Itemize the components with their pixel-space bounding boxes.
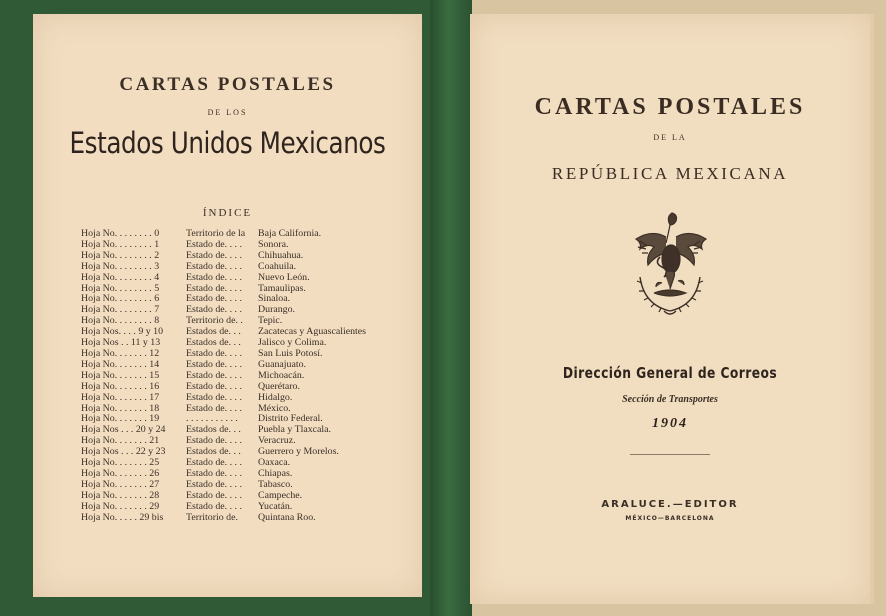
index-entity-type: Estado de. . . . bbox=[186, 369, 242, 381]
index-entity-name: Nuevo León. bbox=[258, 271, 310, 283]
index-row bbox=[81, 273, 411, 284]
section-text: Sección de Transportes bbox=[622, 394, 718, 405]
right-page-main-title: REPÚBLICA MEXICANA bbox=[551, 164, 789, 183]
index-entity-type: Estado de. . . . bbox=[186, 457, 242, 469]
index-entity-name: Yucatán. bbox=[258, 500, 293, 512]
index-sheet-number: Hoja No. . . . . . . 16 bbox=[81, 380, 160, 392]
index-sheet-number: Hoja No. . . . . . . . 5 bbox=[81, 282, 160, 294]
index-entity-name: Baja California. bbox=[258, 228, 322, 239]
index-sheet-number: Hoja No. . . . . . . . 8 bbox=[81, 315, 160, 327]
index-entity-name: Oaxaca. bbox=[258, 457, 291, 469]
index-entity-type: Estado de. . . . bbox=[186, 358, 242, 370]
index-entity-type: Estados de. . . bbox=[186, 337, 241, 349]
left-page bbox=[33, 14, 422, 597]
index-entity-name: Tabasco. bbox=[258, 478, 293, 490]
index-entity-type: Estado de. . . . bbox=[186, 304, 242, 316]
index-sheet-number: Hoja No. . . . . . . 25 bbox=[81, 457, 160, 469]
editor-text: ARALUCE.—EDITOR bbox=[601, 499, 739, 510]
index-entity-name: Quintana Roo. bbox=[258, 511, 316, 523]
index-sheet-number: Hoja No. . . . . . . 28 bbox=[81, 489, 160, 501]
index-row bbox=[81, 513, 411, 524]
index-row bbox=[81, 262, 411, 273]
index-entity-type: Estado de. . . . bbox=[186, 347, 242, 359]
index-entity-name: Chihuahua. bbox=[258, 249, 304, 261]
index-sheet-number: Hoja No. . . . . . . 14 bbox=[81, 358, 160, 370]
index-row bbox=[81, 502, 411, 513]
index-sheet-number: Hoja No. . . . . . . 18 bbox=[81, 402, 160, 414]
index-entity-name: Zacatecas y Aguascalientes bbox=[258, 326, 367, 338]
index-entity-name: Distrito Federal. bbox=[258, 413, 323, 425]
index-entity-type: Estado de. . . . bbox=[186, 435, 242, 447]
index-sheet-number: Hoja No. . . . . . . 17 bbox=[81, 391, 160, 403]
book-spine bbox=[430, 0, 472, 616]
index-entity-type: Estado de. . . . bbox=[186, 391, 242, 403]
index-sheet-number: Hoja No. . . . . . . 21 bbox=[81, 435, 160, 447]
index-sheet-number: Hoja No. . . . . . . 15 bbox=[81, 369, 160, 381]
index-entity-name: Durango. bbox=[258, 304, 296, 316]
index-entity-type: Estado de. . . . bbox=[186, 500, 242, 512]
index-sheet-number: Hoja No. . . . . . . 19 bbox=[81, 413, 160, 425]
index-entity-type: Estados de. . . bbox=[186, 424, 241, 436]
index-entity-name: Querétaro. bbox=[258, 380, 300, 392]
index-entity-name: Guerrero y Morelos. bbox=[258, 446, 339, 458]
index-row bbox=[81, 393, 411, 404]
index-sheet-number: Hoja No. . . . . . . 29 bbox=[81, 500, 160, 512]
index-entity-type: Territorio de. bbox=[186, 511, 238, 523]
index-entity-name: Coahuila. bbox=[258, 260, 297, 272]
index-entity-name: Sinaloa. bbox=[258, 293, 291, 305]
left-page-subtitle: DE LOS bbox=[207, 108, 248, 117]
right-page-subtitle: DE LA bbox=[653, 133, 687, 142]
index-row bbox=[81, 382, 411, 393]
right-page-title: CARTAS POSTALES bbox=[534, 94, 806, 120]
index-sheet-number: Hoja No. . . . . 29 bis bbox=[81, 511, 164, 523]
index-entity-name: Campeche. bbox=[258, 489, 303, 501]
index-entity-type: Estado de. . . . bbox=[186, 380, 242, 392]
index-sheet-number: Hoja No. . . . . . . . 2 bbox=[81, 249, 160, 261]
index-entity-name: San Luis Potosí. bbox=[258, 347, 323, 359]
index-sheet-number: Hoja No. . . . . . . . 3 bbox=[81, 260, 160, 272]
index-sheet-number: Hoja No. . . . . . . . 1 bbox=[81, 238, 160, 250]
right-page bbox=[470, 14, 874, 604]
index-entity-type: . . . . . . . . . . . bbox=[186, 413, 238, 425]
index-sheet-number: Hoja No. . . . . . . 27 bbox=[81, 478, 160, 490]
index-entity-type: Estado de. . . . bbox=[186, 402, 242, 414]
index-sheet-number: Hoja Nos . . . 20 y 24 bbox=[81, 424, 166, 436]
index-entity-name: Puebla y Tlaxcala. bbox=[258, 424, 332, 436]
index-entity-type: Estado de. . . . bbox=[186, 478, 242, 490]
index-entity-name: Hidalgo. bbox=[258, 391, 293, 403]
index-entity-type: Territorio de. . bbox=[186, 315, 243, 327]
index-sheet-number: Hoja No. . . . . . . 26 bbox=[81, 467, 160, 479]
index-entity-type: Estado de. . . . bbox=[186, 489, 242, 501]
index-entity-name: Chiapas. bbox=[258, 467, 293, 479]
index-entity-type: Estados de. . . bbox=[186, 326, 241, 338]
index-sheet-number: Hoja Nos . . . 22 y 23 bbox=[81, 446, 166, 458]
index-sheet-number: Hoja No. . . . . . . . 7 bbox=[81, 304, 160, 316]
index-sheet-number: Hoja No. . . . . . . . 0 bbox=[81, 228, 160, 239]
index-entity-name: Tepic. bbox=[258, 315, 283, 327]
index-entity-type: Estado de. . . . bbox=[186, 238, 242, 250]
index-entity-type: Estado de. . . . bbox=[186, 293, 242, 305]
index-entity-name: Sonora. bbox=[258, 238, 289, 250]
index-sheet-number: Hoja No. . . . . . . 12 bbox=[81, 347, 160, 359]
index-entity-name: Tamaulipas. bbox=[258, 282, 306, 294]
index-entity-name: Michoacán. bbox=[258, 369, 305, 381]
index-entity-name: México. bbox=[258, 402, 291, 414]
left-page-main-title: Estados Unidos Mexicanos bbox=[69, 126, 386, 160]
index-list bbox=[81, 229, 411, 523]
year-text: 1904 bbox=[652, 416, 688, 431]
index-sheet-number: Hoja No. . . . . . . . 6 bbox=[81, 293, 160, 305]
mexican-eagle-emblem-icon bbox=[620, 207, 720, 325]
index-entity-type: Estado de. . . . bbox=[186, 271, 242, 283]
index-entity-type: Estado de. . . . bbox=[186, 467, 242, 479]
index-entity-name: Guanajuato. bbox=[258, 358, 306, 370]
index-sheet-number: Hoja Nos. . . . 9 y 10 bbox=[81, 326, 164, 338]
index-entity-name: Jalisco y Colima. bbox=[258, 337, 327, 349]
index-heading: ÍNDICE bbox=[202, 207, 253, 219]
left-page-title: CARTAS POSTALES bbox=[119, 74, 336, 95]
index-sheet-number: Hoja No. . . . . . . . 4 bbox=[81, 271, 160, 283]
cities-text: MÉXICO—BARCELONA bbox=[625, 515, 715, 522]
index-entity-type: Territorio de la bbox=[186, 228, 246, 239]
index-entity-type: Estado de. . . . bbox=[186, 282, 242, 294]
index-entity-type: Estados de. . . bbox=[186, 446, 241, 458]
index-entity-type: Estado de. . . . bbox=[186, 249, 242, 261]
direction-text: Dirección General de Correos bbox=[562, 364, 778, 382]
index-sheet-number: Hoja Nos . . 11 y 13 bbox=[81, 337, 161, 349]
index-entity-type: Estado de. . . . bbox=[186, 260, 242, 272]
index-entity-name: Veracruz. bbox=[258, 435, 296, 447]
divider-rule bbox=[630, 454, 710, 455]
